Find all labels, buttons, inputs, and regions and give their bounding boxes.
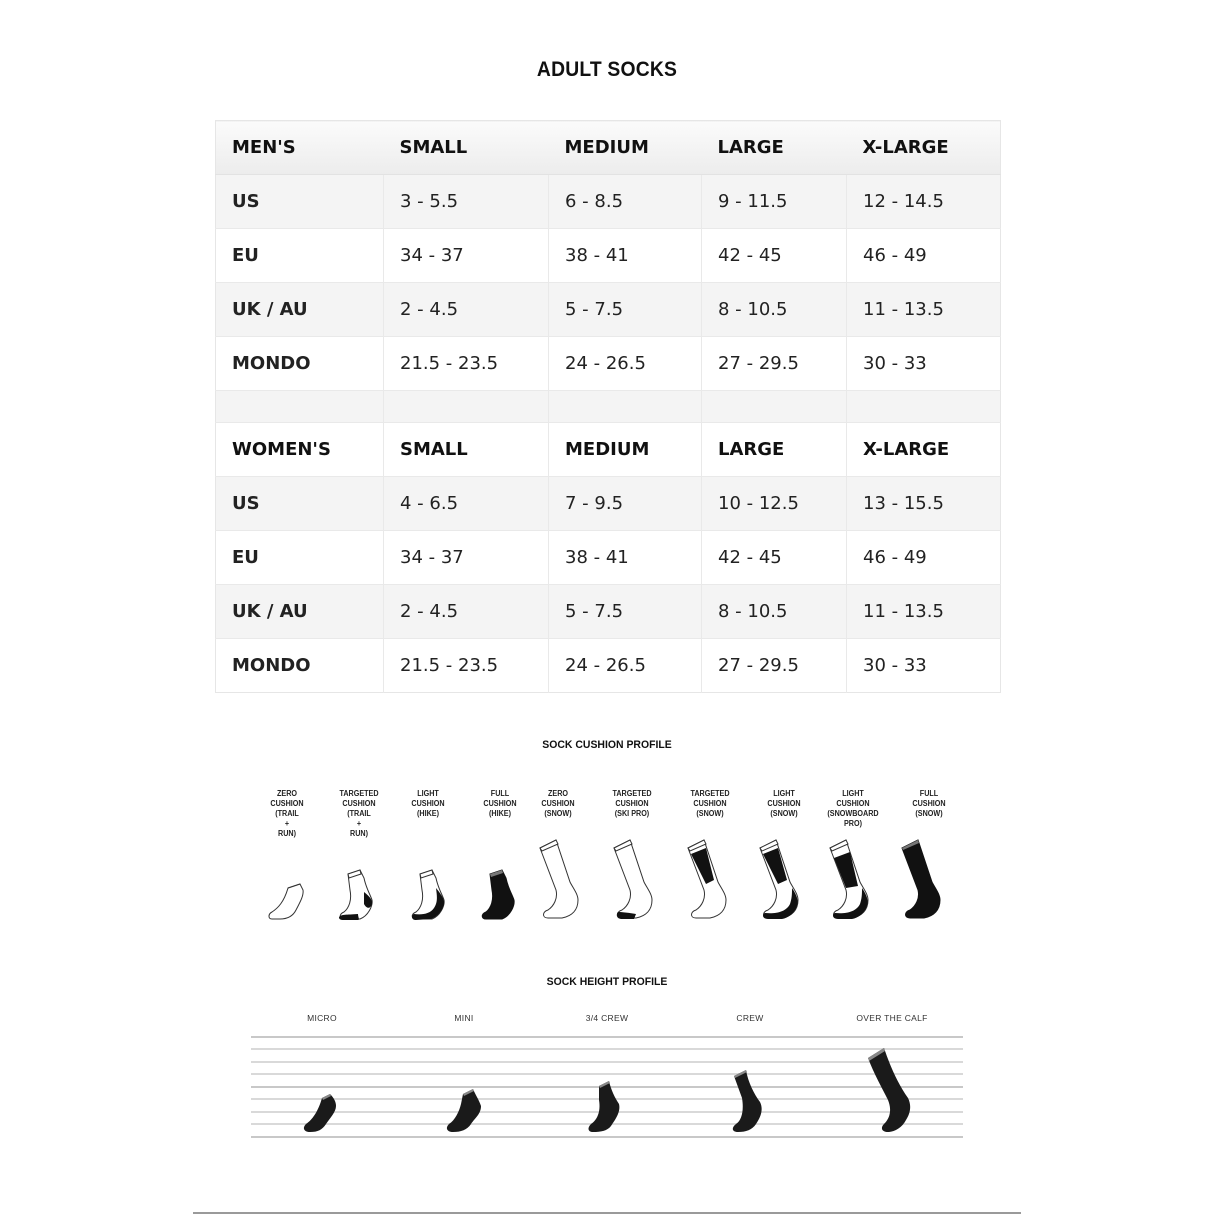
label-line: RUN) (278, 829, 296, 838)
row-label: MONDO (216, 639, 384, 693)
tall-sock-outline-icon (536, 836, 588, 924)
label-line: PRO) (844, 819, 862, 828)
cushion-label (254, 789, 321, 839)
table-cell: 24 - 26.5 (549, 337, 702, 391)
table-cell: 46 - 49 (847, 531, 1001, 585)
table-cell: 13 - 15.5 (847, 477, 1001, 531)
cushion-label (751, 789, 818, 819)
cushion-label (525, 789, 592, 819)
tall-sock-targeted-snow-icon (684, 836, 736, 924)
row-label: MONDO (216, 337, 384, 391)
label-line: + (284, 819, 290, 828)
label-line: CUSHION (483, 799, 517, 808)
label-line: CUSHION (836, 799, 870, 808)
spacer-cell (384, 391, 549, 423)
label-line: CUSHION (411, 799, 445, 808)
table-row (216, 639, 1001, 693)
label-line: FULL (490, 789, 510, 798)
table-cell: 46 - 49 (847, 229, 1001, 283)
table-row (216, 585, 1001, 639)
low-sock-outline-icon (266, 880, 306, 924)
table-cell: 21.5 - 23.5 (384, 337, 549, 391)
row-label: EU (216, 229, 384, 283)
height-grid-line (251, 1136, 963, 1138)
table-cell: 34 - 37 (384, 531, 549, 585)
label-line: (SNOW) (915, 809, 943, 818)
table-cell: 27 - 29.5 (702, 337, 847, 391)
table-cell: 5 - 7.5 (549, 283, 702, 337)
table-cell: 9 - 11.5 (702, 175, 847, 229)
label-line: (SNOW) (770, 809, 798, 818)
height-grid-line (251, 1048, 963, 1050)
label-line: (TRAIL (347, 809, 371, 818)
table-cell: 11 - 13.5 (847, 283, 1001, 337)
table-row (216, 337, 1001, 391)
col-header-small: SMALL (384, 121, 549, 175)
table-row (216, 175, 1001, 229)
label-line: TARGETED (339, 789, 379, 798)
table-cell: 38 - 41 (549, 531, 702, 585)
table-cell: 2 - 4.5 (384, 283, 549, 337)
cushion-label (820, 789, 887, 829)
table-cell: 8 - 10.5 (702, 283, 847, 337)
table-cell: 34 - 37 (384, 229, 549, 283)
label-line: CUSHION (693, 799, 727, 808)
table-row (216, 283, 1001, 337)
col-header-large: LARGE (702, 423, 847, 477)
col-header-small: SMALL (384, 423, 549, 477)
three-quarter-crew-sock-icon (585, 1078, 629, 1134)
cushion-label (599, 789, 666, 819)
col-header-xlarge: X-LARGE (847, 423, 1001, 477)
label-line: (HIKE) (416, 809, 439, 818)
table-cell: 5 - 7.5 (549, 585, 702, 639)
height-label-mini: MINI (454, 1013, 474, 1023)
crew-sock-icon (728, 1066, 772, 1134)
label-line: CUSHION (615, 799, 649, 808)
label-line: (SNOW) (696, 809, 724, 818)
table-cell: 42 - 45 (702, 531, 847, 585)
label-line: TARGETED (690, 789, 730, 798)
cushion-profile-title: SOCK CUSHION PROFILE (542, 739, 672, 751)
height-grid-line (251, 1036, 963, 1038)
table-cell: 30 - 33 (847, 639, 1001, 693)
label-line: CUSHION (541, 799, 575, 808)
cushion-label (896, 789, 963, 819)
height-label-micro: MICRO (307, 1013, 337, 1023)
spacer-cell (702, 391, 847, 423)
label-line: CUSHION (767, 799, 801, 808)
label-line: (HIKE) (488, 809, 511, 818)
label-line: CUSHION (912, 799, 946, 808)
micro-sock-icon (300, 1092, 344, 1134)
table-cell: 6 - 8.5 (549, 175, 702, 229)
table-cell: 24 - 26.5 (549, 639, 702, 693)
table-cell: 8 - 10.5 (702, 585, 847, 639)
col-header-xlarge: X-LARGE (847, 121, 1001, 175)
table-cell: 4 - 6.5 (384, 477, 549, 531)
table-cell: 21.5 - 23.5 (384, 639, 549, 693)
label-line: CUSHION (342, 799, 376, 808)
over-the-calf-sock-icon (864, 1042, 924, 1134)
col-header-medium: MEDIUM (549, 423, 702, 477)
row-label: US (216, 175, 384, 229)
mens-header-row (216, 121, 1001, 175)
spacer-cell (847, 391, 1001, 423)
spacer-cell (549, 391, 702, 423)
col-header-large: LARGE (702, 121, 847, 175)
height-label-three-quarter-crew: 3/4 CREW (585, 1013, 629, 1023)
height-label-over-the-calf: OVER THE CALF (856, 1013, 928, 1023)
label-line: (TRAIL (275, 809, 299, 818)
height-grid-line (251, 1073, 963, 1075)
label-line: (SNOW) (544, 809, 572, 818)
table-cell: 38 - 41 (549, 229, 702, 283)
table-cell: 7 - 9.5 (549, 477, 702, 531)
col-header-medium: MEDIUM (549, 121, 702, 175)
table-cell: 3 - 5.5 (384, 175, 549, 229)
table-cell: 10 - 12.5 (702, 477, 847, 531)
height-label-crew: CREW (736, 1013, 764, 1023)
row-label: UK / AU (216, 585, 384, 639)
height-profile-title: SOCK HEIGHT PROFILE (546, 976, 668, 988)
size-chart-table (215, 120, 1001, 693)
page-title: ADULT SOCKS (536, 58, 678, 81)
cushion-label (395, 789, 462, 819)
cushion-label (677, 789, 744, 819)
label-line: TARGETED (612, 789, 652, 798)
label-line: (SNOWBOARD (827, 809, 879, 818)
table-row (216, 229, 1001, 283)
label-line: (SKI PRO) (614, 809, 650, 818)
womens-header-row (216, 423, 1001, 477)
label-line: ZERO (276, 789, 297, 798)
height-grid-line (251, 1061, 963, 1063)
ankle-sock-targeted-icon (336, 868, 378, 924)
table-cell: 42 - 45 (702, 229, 847, 283)
table-row (216, 477, 1001, 531)
table-cell: 2 - 4.5 (384, 585, 549, 639)
row-label: UK / AU (216, 283, 384, 337)
table-cell: 11 - 13.5 (847, 585, 1001, 639)
table-cell: 12 - 14.5 (847, 175, 1001, 229)
label-line: LIGHT (842, 789, 864, 798)
mini-sock-icon (443, 1086, 487, 1134)
womens-header: WOMEN'S (216, 423, 384, 477)
table-row (216, 531, 1001, 585)
label-line: LIGHT (417, 789, 439, 798)
ankle-sock-full-icon (478, 868, 520, 924)
label-line: FULL (919, 789, 939, 798)
tall-sock-light-icon (756, 836, 808, 924)
ankle-sock-light-icon (408, 868, 450, 924)
row-label: US (216, 477, 384, 531)
tall-sock-targeted-ski-icon (610, 836, 662, 924)
spacer-cell (216, 391, 384, 423)
row-label: EU (216, 531, 384, 585)
mens-header: MEN'S (216, 121, 384, 175)
label-line: ZERO (547, 789, 568, 798)
table-cell: 30 - 33 (847, 337, 1001, 391)
tall-sock-light-snowboard-icon (826, 836, 878, 924)
label-line: RUN) (350, 829, 368, 838)
label-line: CUSHION (270, 799, 304, 808)
cushion-label (326, 789, 393, 839)
table-cell: 27 - 29.5 (702, 639, 847, 693)
tall-sock-full-icon (898, 836, 950, 924)
label-line: + (356, 819, 362, 828)
label-line: LIGHT (773, 789, 795, 798)
cushion-label (467, 789, 534, 819)
spacer-row (216, 391, 1001, 423)
